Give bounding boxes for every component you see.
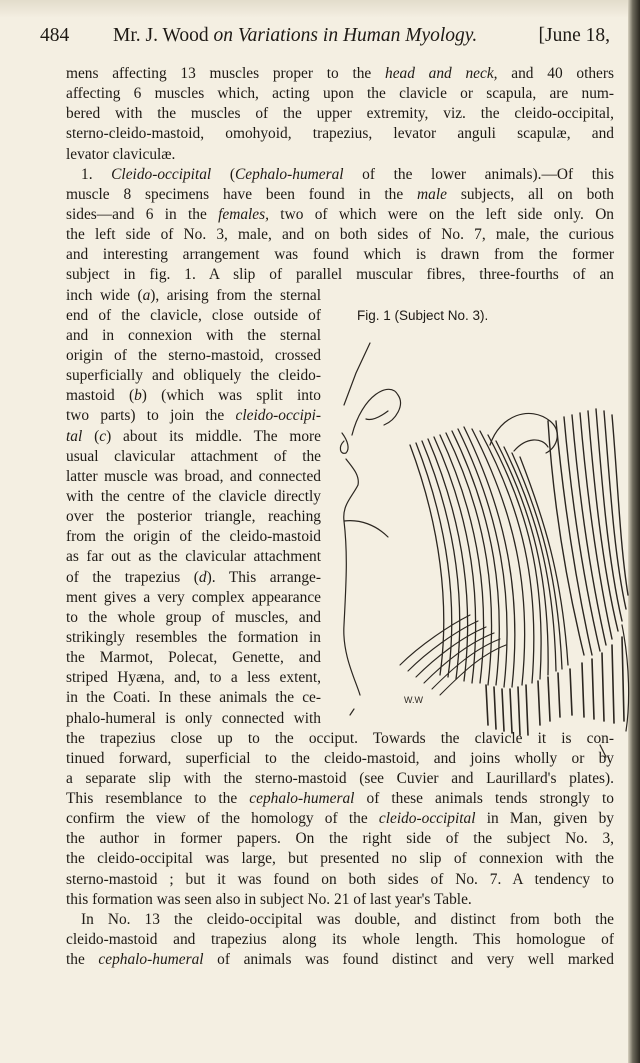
text-line: the left side of No. 3, male, and on both sides of No. 7, male, the curious — [66, 226, 614, 244]
page-top-shadow — [0, 0, 640, 18]
text-line: mastoid (b) (which was split into — [66, 387, 321, 405]
text-line: superficially and obliquely the cleido- — [66, 367, 321, 385]
text-line: in the Coati. In these animals the ce- — [66, 689, 321, 707]
text-line: of the trapezius (d). This arrange- — [66, 568, 321, 586]
text-line: to the whole group of muscles, and — [66, 608, 321, 626]
title-author: Mr. J. Wood — [113, 25, 214, 46]
trapezius-fibres — [548, 409, 628, 655]
text-line: 1. Cleido-occipital (Cephalo-humeral of the lower animals).—Of this — [81, 165, 614, 183]
text-line: mens affecting 13 muscles proper to the head and neck, and 40 others — [66, 65, 614, 82]
muscle-illustration — [300, 325, 635, 775]
text-line: latter muscle was broad, and connected — [66, 467, 321, 485]
text-line: the trapezius close up to the occiput. Towards the clavicle it is con- — [66, 729, 614, 747]
text-line: two parts) to join the cleido-occipi- — [66, 407, 321, 425]
figure-label-w: W.W — [404, 695, 423, 705]
text-line: In No. 13 the cleido-occipital was double, and distinct from both the — [81, 910, 614, 928]
text-line: usual clavicular attachment of the — [66, 447, 321, 465]
text-line: subject in fig. 1. A slip of parallel muscular fibres, three-fourths of an — [66, 266, 614, 284]
text-line: sterno-cleido-mastoid, omohyoid, trapezius, levator anguli scapulæ, and — [66, 125, 614, 143]
text-line: This resemblance to the cephalo-humeral of these animals tends strongly to — [66, 790, 614, 808]
neck-outline — [344, 459, 360, 695]
text-line: tal (c) about its middle. The more — [66, 427, 321, 445]
title-on: on — [213, 25, 233, 46]
text-line: a separate slip with the sterno-mastoid (see Cuvier and Laurillard's plates). — [66, 769, 614, 787]
text-line: levator claviculæ. — [66, 145, 176, 163]
text-line: tinued forward, superficial to the cleido-mastoid, and joins wholly or by — [66, 749, 614, 767]
text-line: confirm the view of the homology of the cleido-occipital in Man, given by — [66, 810, 614, 828]
text-line: strikingly resembles the formation in — [66, 628, 321, 646]
text-line: the cephalo-humeral of animals was found distinct and very well marked — [66, 951, 614, 969]
text-line: sterno-mastoid ; but it was found on both sides of No. 7. A tendency to — [66, 870, 614, 888]
text-line: bered with the muscles of the upper extremity, viz. the cleido-occipital, — [66, 105, 614, 123]
anatomy-figure — [300, 325, 635, 775]
text-line: and in connexion with the sternal — [66, 326, 321, 344]
figure-caption: Fig. 1 (Subject No. 3). — [357, 308, 489, 323]
page-number: 484 — [40, 25, 70, 46]
title-italic: Variations in Human Myology. — [237, 25, 478, 46]
text-line: the cleido-occipital was large, but presented no slip of connexion with the — [66, 850, 614, 868]
text-line: end of the clavicle, close outside of — [66, 306, 321, 324]
running-date: [June 18, — [538, 25, 610, 46]
text-line: affecting 6 muscles which, acting upon the clavicle or scapula, are num- — [66, 85, 614, 103]
text-line: this formation was seen also in subject No. 21 of last year's Table. — [66, 890, 472, 908]
running-title — [113, 24, 477, 48]
text-line: with the centre of the clavicle directly — [66, 487, 321, 505]
text-line: phalo-humeral is only connected with — [66, 709, 321, 727]
leader-line — [344, 343, 370, 405]
text-line: striped Hyæna, and, to a less extent, — [66, 669, 321, 687]
jaw-outline — [352, 389, 400, 435]
text-line: and interesting arrangement was found which is drawn from the former — [66, 246, 614, 264]
ear-outline — [490, 413, 557, 453]
text-line: inch wide (a), arising from the sternal — [66, 286, 321, 304]
text-line: muscle 8 specimens have been found in the male subjects, all on both — [66, 185, 614, 203]
text-line: as far out as the clavicular attachment — [66, 548, 321, 566]
text-line: from the origin of the cleido-mastoid — [66, 528, 321, 546]
text-line: the Marmot, Polecat, Genette, and — [66, 649, 321, 667]
text-line: cleido-mastoid and trapezius along its whole length. This homologue of — [66, 931, 614, 949]
text-line: sides—and 6 in the females, two of which were on the left side only. On — [66, 205, 614, 223]
text-line: origin of the sterno-mastoid, crossed — [66, 346, 321, 364]
text-line: ment gives a very complex appearance — [66, 588, 321, 606]
text-line: over the posterior triangle, reaching — [66, 508, 321, 526]
text-line: the author in former papers. On the right side of the subject No. 3, — [66, 830, 614, 848]
